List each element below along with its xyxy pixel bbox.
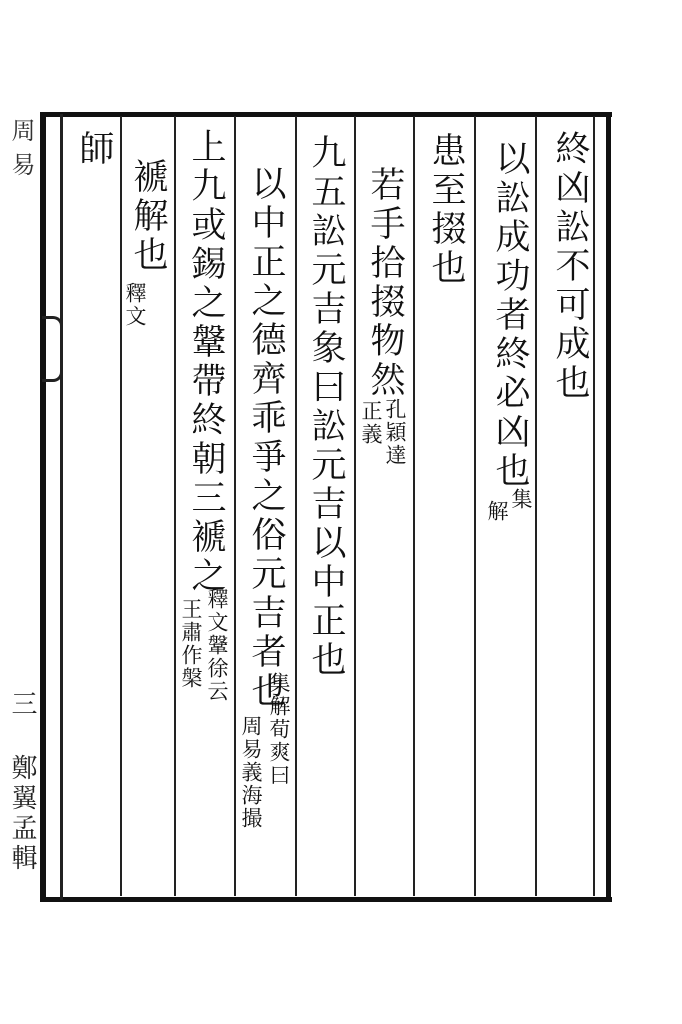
- annotation-note: 釋文鞶徐云: [205, 588, 229, 703]
- column-rule: [474, 116, 476, 896]
- text-column-5: 九五訟元吉象曰訟元吉以中正也: [306, 134, 346, 680]
- annotation-note: 王肅作槃: [179, 598, 203, 690]
- annotation-note: 釋文: [123, 282, 147, 328]
- frame-border-bottom: [40, 897, 612, 902]
- frame-inner-line: [60, 114, 63, 900]
- column-rule: [354, 116, 356, 896]
- annotation-note: 正義: [359, 400, 383, 446]
- column-rule: [295, 116, 297, 896]
- text-column-1: 終凶訟不可成也: [550, 130, 590, 403]
- column-rule: [174, 116, 176, 896]
- annotation-note: 解: [485, 500, 509, 523]
- text-column-9: 師: [74, 130, 114, 169]
- column-rule: [535, 116, 537, 896]
- text-column-4: 若手拾掇物然: [365, 166, 405, 400]
- frame-border-right: [606, 112, 611, 902]
- annotation-note: 集: [509, 488, 533, 511]
- margin-title: 周易: [7, 118, 35, 186]
- frame-border-top: [40, 112, 612, 117]
- column-rule: [120, 116, 122, 896]
- column-rule: [593, 116, 595, 896]
- text-column-6: 以中正之德齊乖爭之俗元吉者也: [246, 165, 286, 711]
- margin-folio: 三 鄭翼孟輯: [7, 690, 37, 874]
- text-column-2: 以訟成功者終必凶也: [490, 140, 530, 491]
- column-rule: [234, 116, 236, 896]
- annotation-note: 周易義海撮: [239, 715, 263, 830]
- fishtail-mark: [42, 316, 63, 382]
- column-rule: [413, 116, 415, 896]
- annotation-note: 集解荀爽曰: [267, 672, 291, 787]
- text-column-7: 上九或錫之鞶帶終朝三褫之: [186, 128, 226, 596]
- text-column-8: 褫解也: [128, 158, 168, 275]
- annotation-note: 孔穎達: [383, 398, 407, 467]
- text-column-3: 患至掇也: [426, 132, 466, 288]
